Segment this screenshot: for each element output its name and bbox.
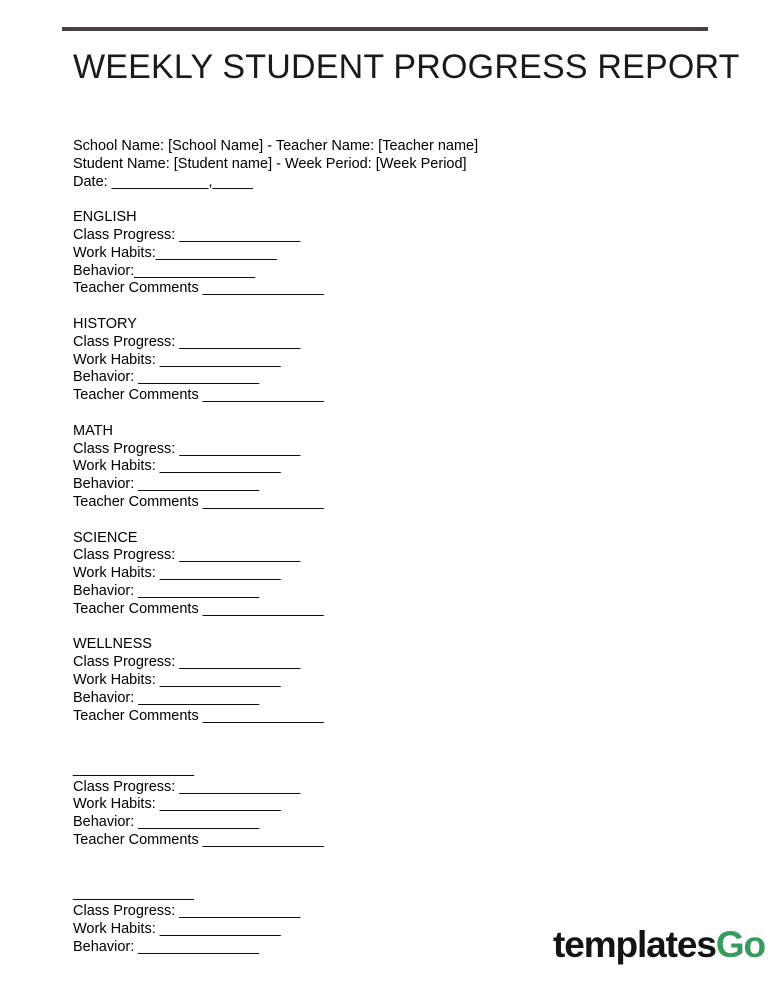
subject-section-blank-1 (73, 761, 693, 850)
field-work-habits: Work Habits:_______________ (73, 244, 277, 261)
field-class-progress: Class Progress: _______________ (73, 440, 301, 457)
spacer (73, 850, 693, 886)
field-work-habits: Work Habits: _______________ (73, 796, 281, 813)
spacer (73, 405, 693, 423)
field-behavior: Behavior: _______________ (73, 814, 260, 831)
field-teacher-comments: Teacher Comments _______________ (73, 280, 324, 297)
subject-heading: WELLNESS (73, 636, 152, 653)
subject-heading: ENGLISH (73, 209, 137, 226)
subject-heading-blank: _______________ (73, 760, 194, 777)
subject-heading-blank: _______________ (73, 885, 194, 902)
field-teacher-comments: Teacher Comments _______________ (73, 707, 324, 724)
spacer (73, 725, 693, 761)
field-work-habits: Work Habits: _______________ (73, 351, 281, 368)
field-work-habits: Work Habits: _______________ (73, 671, 281, 688)
field-teacher-comments: Teacher Comments _______________ (73, 600, 324, 617)
field-behavior: Behavior: _______________ (73, 938, 260, 955)
field-behavior: Behavior:_______________ (73, 262, 256, 279)
field-work-habits: Work Habits: _______________ (73, 458, 281, 475)
spacer (73, 619, 693, 637)
field-class-progress: Class Progress: _______________ (73, 333, 301, 350)
subject-section-science (73, 530, 693, 619)
header-line-date: Date: ____________,_____ (73, 173, 253, 190)
subject-heading: HISTORY (73, 315, 137, 332)
page-title: WEEKLY STUDENT PROGRESS REPORT (73, 48, 740, 86)
subject-heading: MATH (73, 422, 114, 439)
field-class-progress: Class Progress: _______________ (73, 654, 301, 671)
report-header-info (73, 138, 693, 191)
field-teacher-comments: Teacher Comments _______________ (73, 387, 324, 404)
field-class-progress: Class Progress: _______________ (73, 903, 301, 920)
templatesgo-logo (553, 925, 765, 965)
logo-text-go: Go (715, 924, 766, 965)
header-line-student-week: Student Name: [Student name] - Week Period: [Week Period] (73, 155, 467, 172)
logo-text-templates: templates (553, 924, 716, 965)
spacer (73, 191, 693, 209)
subject-section-english (73, 209, 693, 298)
field-behavior: Behavior: _______________ (73, 582, 260, 599)
field-class-progress: Class Progress: _______________ (73, 547, 301, 564)
spacer (73, 298, 693, 316)
subject-section-wellness (73, 636, 693, 725)
field-teacher-comments: Teacher Comments _______________ (73, 832, 324, 849)
header-line-school-teacher: School Name: [School Name] - Teacher Name: [Teacher name] (73, 138, 479, 154)
field-work-habits: Work Habits: _______________ (73, 921, 281, 938)
field-work-habits: Work Habits: _______________ (73, 565, 281, 582)
field-class-progress: Class Progress: _______________ (73, 226, 301, 243)
field-behavior: Behavior: _______________ (73, 369, 260, 386)
document-body (73, 138, 693, 957)
header-rule (62, 27, 708, 31)
spacer (73, 512, 693, 530)
field-behavior: Behavior: _______________ (73, 476, 260, 493)
field-teacher-comments: Teacher Comments _______________ (73, 493, 324, 510)
field-class-progress: Class Progress: _______________ (73, 778, 301, 795)
field-behavior: Behavior: _______________ (73, 689, 260, 706)
subject-heading: SCIENCE (73, 529, 138, 546)
subject-section-math (73, 423, 693, 512)
subject-section-history (73, 316, 693, 405)
